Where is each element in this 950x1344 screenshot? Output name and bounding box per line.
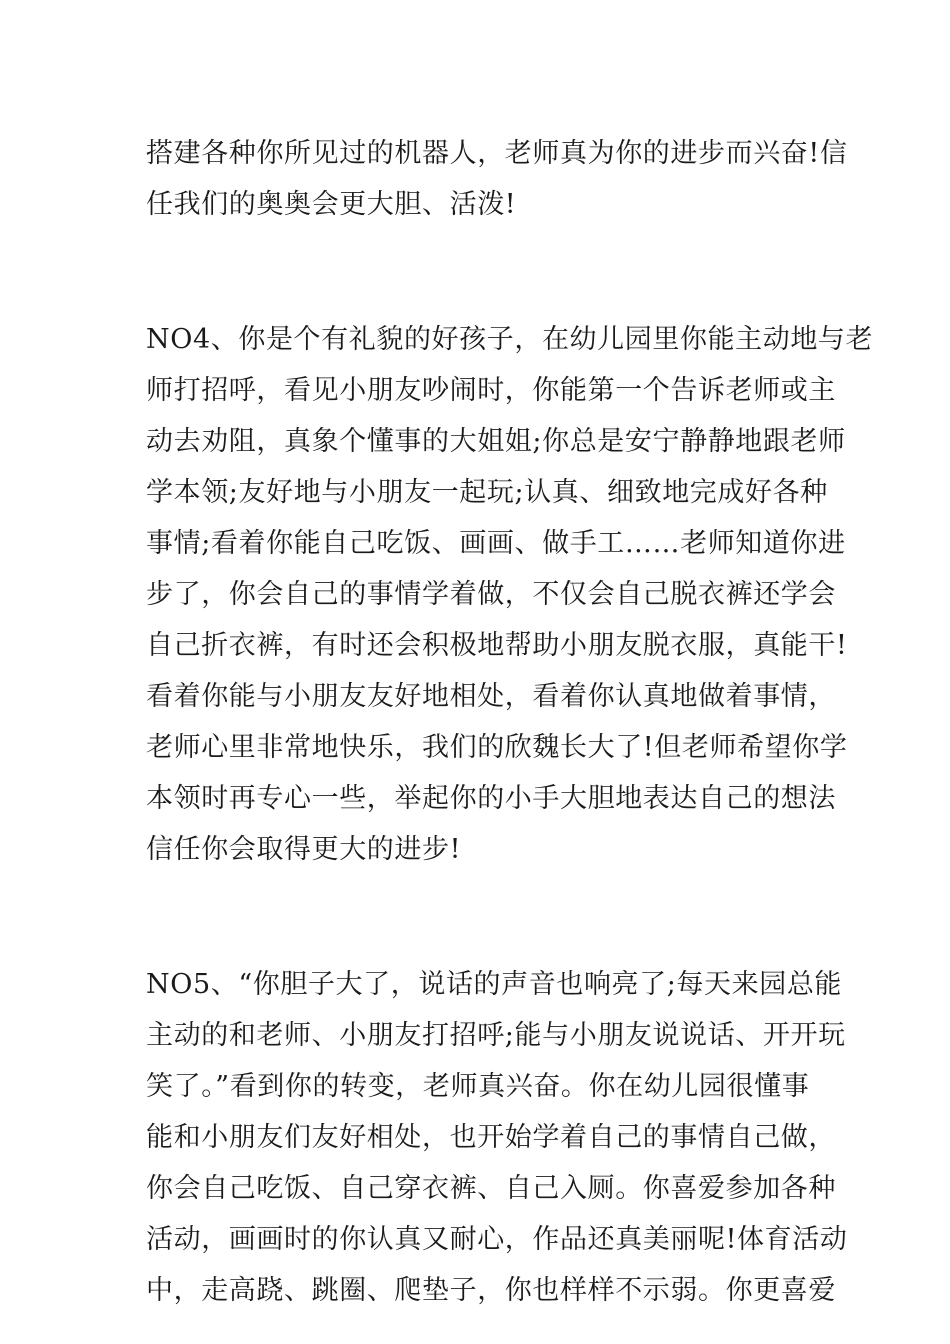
- paragraph-gap: [146, 230, 806, 314]
- text-line: 笑了。”看到你的转变，老师真兴奋。你在幼儿园很懂事: [146, 1071, 810, 1102]
- paragraph-2: [146, 314, 874, 875]
- paragraph-gap: [146, 875, 806, 959]
- text-line: 老师心里非常地快乐，我们的欣魏长大了!但老师希望你学: [146, 732, 848, 763]
- text-line: 步了，你会自己的事情学着做，不仅会自己脱衣裤还学会: [146, 579, 836, 610]
- text-line: 师打招呼，看见小朋友吵闹时，你能第一个告诉老师或主: [146, 375, 836, 406]
- text-line: 中，走高跷、跳圈、爬垫子，你也样样不示弱。你更喜爱: [146, 1275, 836, 1306]
- text-line: 信任你会取得更大的进步!: [146, 834, 462, 865]
- text-line: 事情;看着你能自己吃饭、画画、做手工……老师知道你进: [146, 528, 846, 559]
- text-line: 自己折衣裤，有时还会积极地帮助小朋友脱衣服，真能干!: [146, 630, 848, 661]
- text-line: 任我们的奥奥会更大胆、活泼!: [146, 189, 517, 220]
- text-line: 学本领;友好地与小朋友一起玩;认真、细致地完成好各种: [146, 477, 828, 508]
- paragraph-3: [146, 959, 848, 1316]
- text-line: 能和小朋友们友好相处，也开始学着自己的事情自己做，: [146, 1122, 836, 1153]
- text-line: 活动，画画时的你认真又耐心，作品还真美丽呢!体育活动: [146, 1224, 848, 1255]
- text-line: NO5、“你胆子大了，说话的声音也响亮了;每天来园总能: [146, 969, 843, 1000]
- text-line: NO4、你是个有礼貌的好孩子，在幼儿园里你能主动地与老: [146, 324, 874, 355]
- text-line: 看着你能与小朋友友好地相处，看着你认真地做着事情，: [146, 681, 836, 712]
- text-line: 你会自己吃饭、自己穿衣裤、自己入厕。你喜爱参加各种: [146, 1173, 836, 1204]
- text-line: 动去劝阻，真象个懂事的大姐姐;你总是安宁静静地跟老师: [146, 426, 846, 457]
- text-line: 主动的和老师、小朋友打招呼;能与小朋友说说话、开开玩: [146, 1020, 846, 1051]
- document-body: [146, 128, 874, 1316]
- text-line: 本领时再专心一些，举起你的小手大胆地表达自己的想法: [146, 783, 836, 814]
- paragraph-1: [146, 128, 848, 230]
- text-line: 搭建各种你所见过的机器人，老师真为你的进步而兴奋!信: [146, 138, 848, 169]
